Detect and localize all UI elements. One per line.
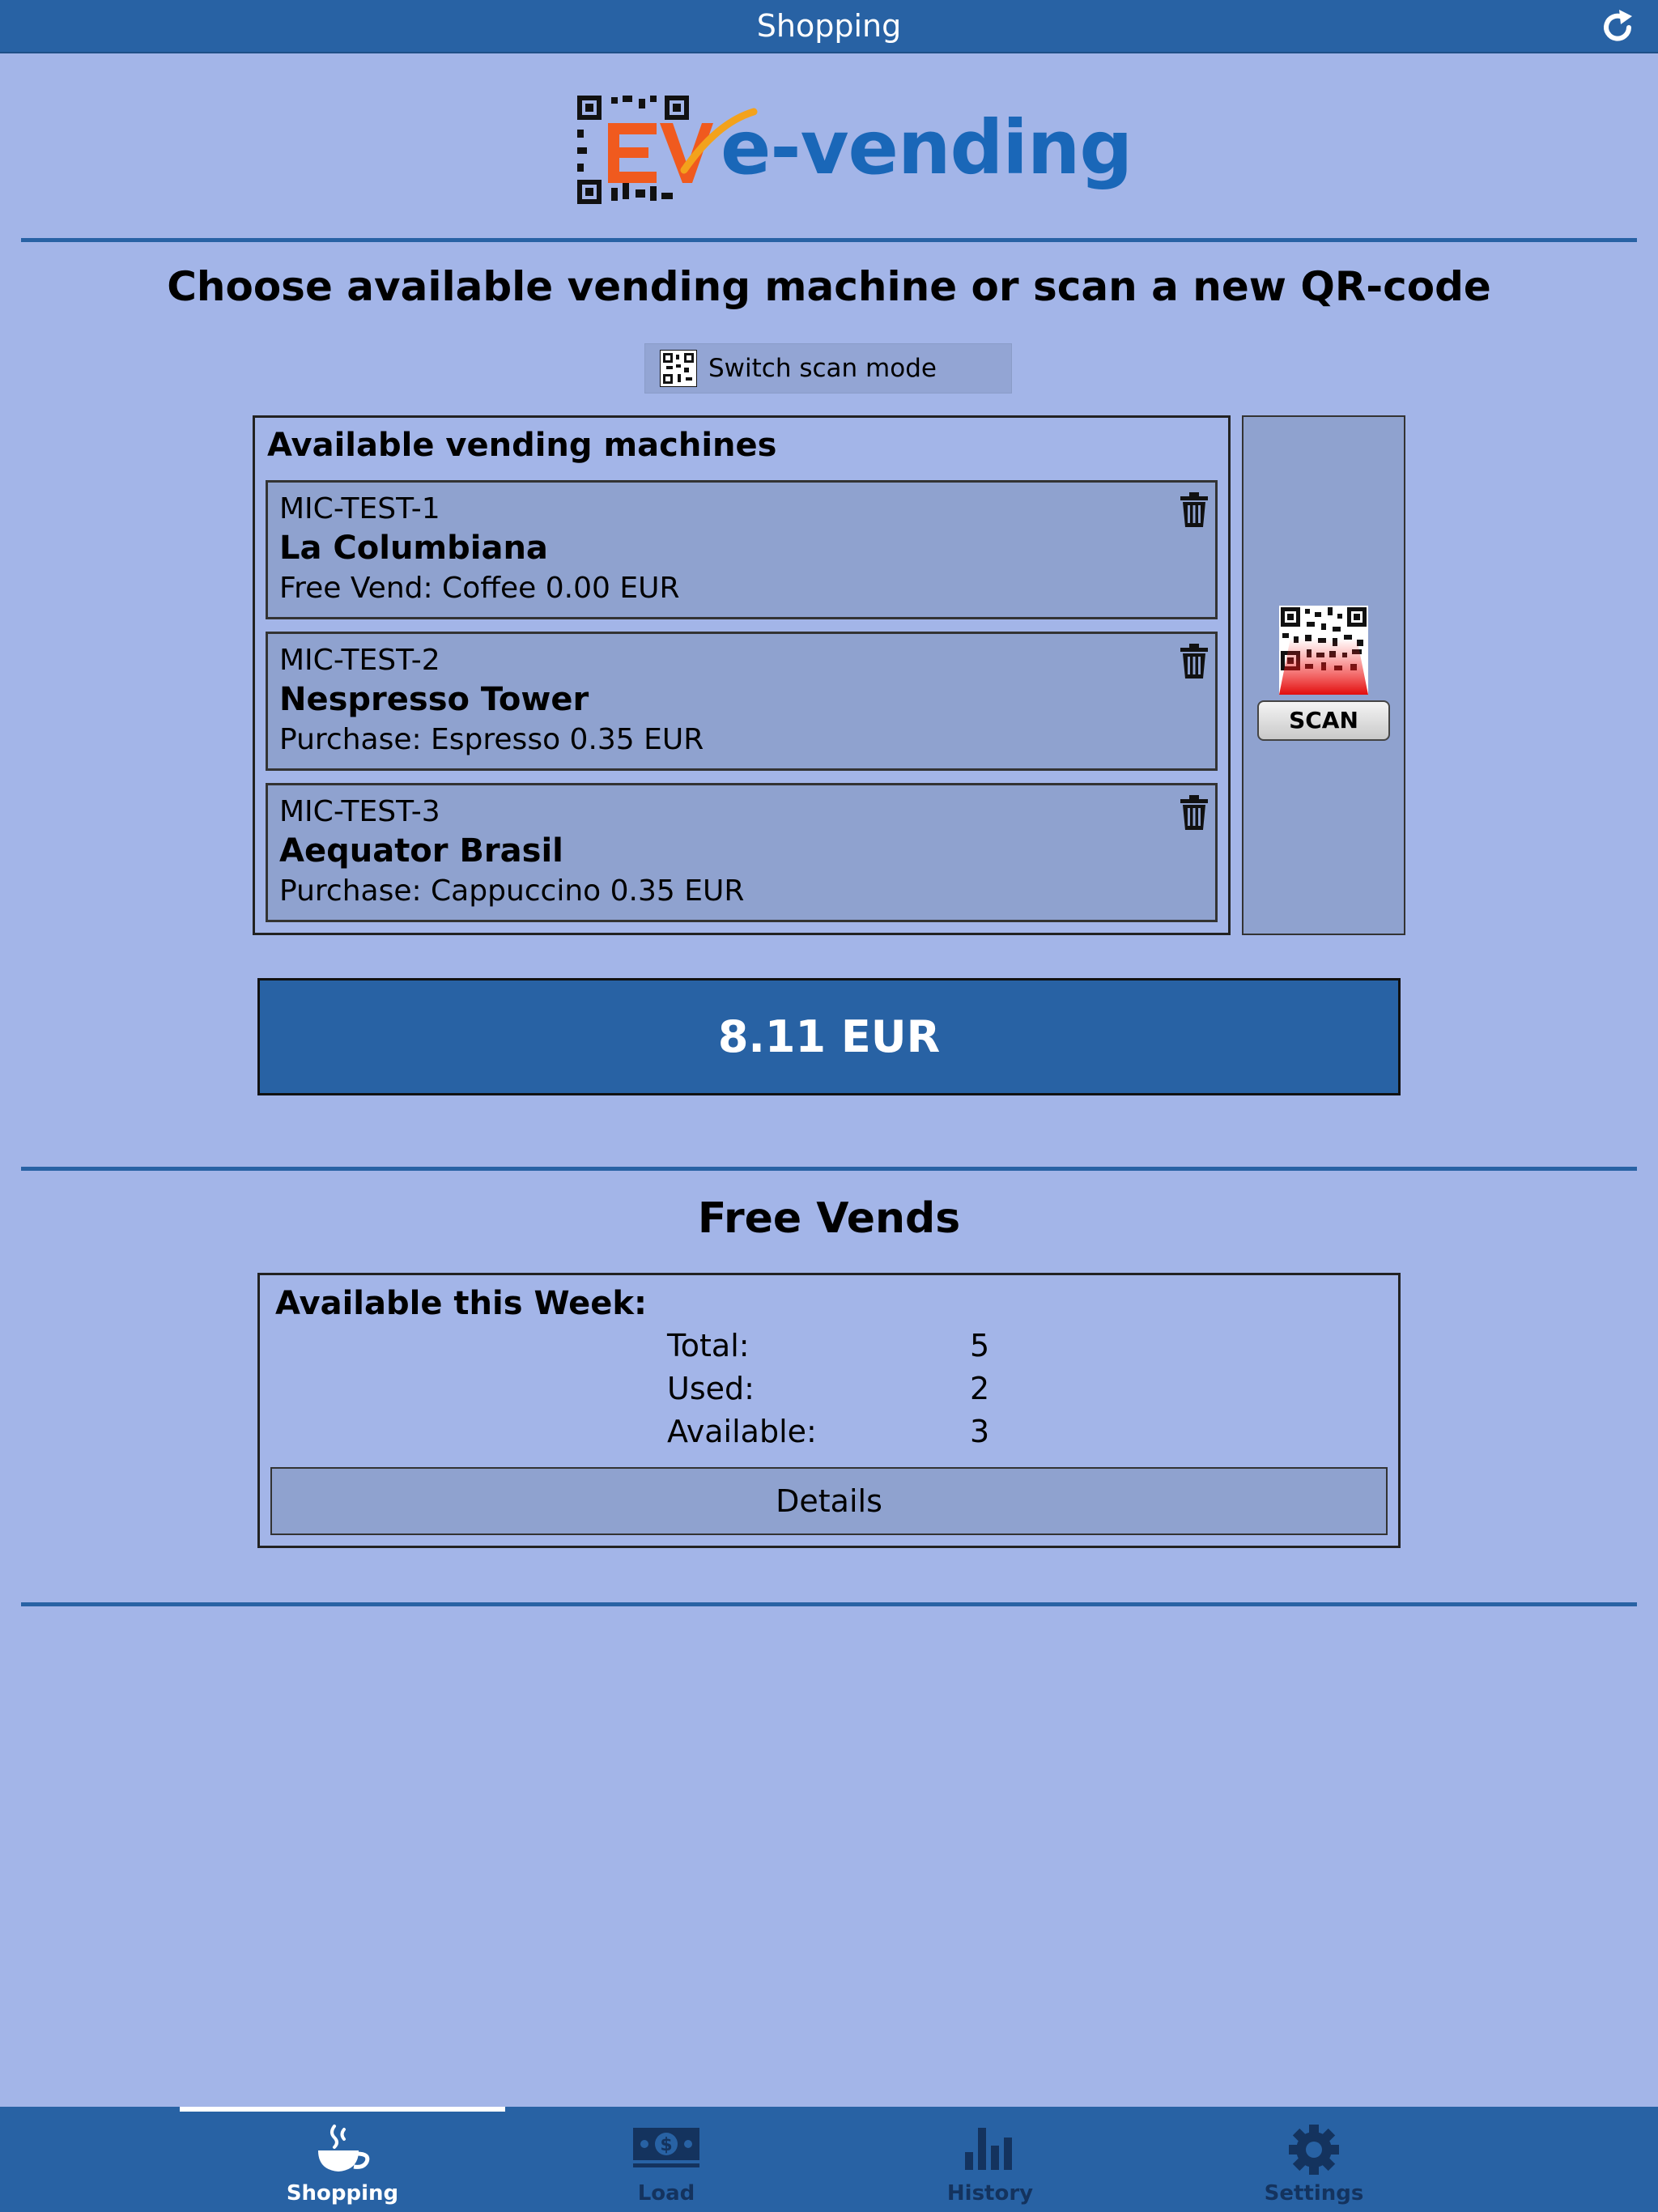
coffee-cup-icon <box>313 2123 372 2176</box>
machine-name: Aequator Brasil <box>279 832 563 870</box>
scan-button[interactable]: SCAN <box>1257 700 1390 741</box>
trash-icon[interactable] <box>1179 795 1209 831</box>
logo-text: e-vending <box>721 104 1133 191</box>
trash-icon[interactable] <box>1179 644 1209 679</box>
tab-shopping[interactable] <box>181 2107 504 2212</box>
machine-card[interactable] <box>266 480 1218 619</box>
machine-product: Purchase: Espresso 0.35 EUR <box>279 723 704 756</box>
switch-scan-mode-label: Switch scan mode <box>708 354 937 383</box>
machine-card[interactable] <box>266 783 1218 922</box>
machine-code: MIC-TEST-3 <box>279 795 440 828</box>
machines-panel-title: Available vending machines <box>267 427 777 464</box>
machine-card[interactable] <box>266 632 1218 771</box>
free-vends-used-value: 2 <box>970 1371 990 1406</box>
machine-product: Free Vend: Coffee 0.00 EUR <box>279 572 680 605</box>
divider <box>21 1167 1637 1171</box>
tab-settings[interactable] <box>1152 2107 1476 2212</box>
machine-product: Purchase: Cappuccino 0.35 EUR <box>279 874 745 908</box>
bar-chart-icon <box>963 2123 1017 2172</box>
headline: Choose available vending machine or scan a new QR-code <box>167 263 1491 310</box>
free-vends-total-label: Total: <box>667 1328 750 1363</box>
money-icon <box>631 2123 701 2172</box>
balance-button[interactable]: 8.11 EUR <box>257 978 1401 1095</box>
machine-code: MIC-TEST-1 <box>279 492 440 525</box>
machine-name: Nespresso Tower <box>279 681 589 718</box>
details-button[interactable]: Details <box>270 1467 1388 1535</box>
divider <box>21 1602 1637 1606</box>
free-vends-used-label: Used: <box>667 1371 755 1406</box>
machine-code: MIC-TEST-2 <box>279 644 440 677</box>
page-title: Shopping <box>756 8 902 44</box>
svg-text:$: $ <box>660 2135 673 2155</box>
trash-icon[interactable] <box>1179 492 1209 528</box>
free-vends-subtitle: Available this Week: <box>275 1285 648 1322</box>
tab-label: Load <box>637 2181 695 2206</box>
tab-label: Shopping <box>286 2181 399 2206</box>
tab-label: History <box>946 2181 1034 2206</box>
tab-load[interactable] <box>504 2107 828 2212</box>
free-vends-total-value: 5 <box>970 1328 990 1363</box>
divider <box>21 238 1637 242</box>
refresh-icon[interactable] <box>1598 8 1637 47</box>
gear-icon <box>1287 2123 1341 2176</box>
qr-code-icon <box>660 350 697 387</box>
machine-name: La Columbiana <box>279 530 548 567</box>
free-vends-available-value: 3 <box>970 1414 990 1449</box>
free-vends-title: Free Vends <box>697 1194 961 1243</box>
tab-history[interactable] <box>828 2107 1152 2212</box>
switch-scan-mode-button[interactable] <box>644 343 1012 393</box>
qr-scan-icon <box>1279 606 1368 695</box>
tab-label: Settings <box>1264 2181 1364 2206</box>
free-vends-available-label: Available: <box>667 1414 817 1449</box>
